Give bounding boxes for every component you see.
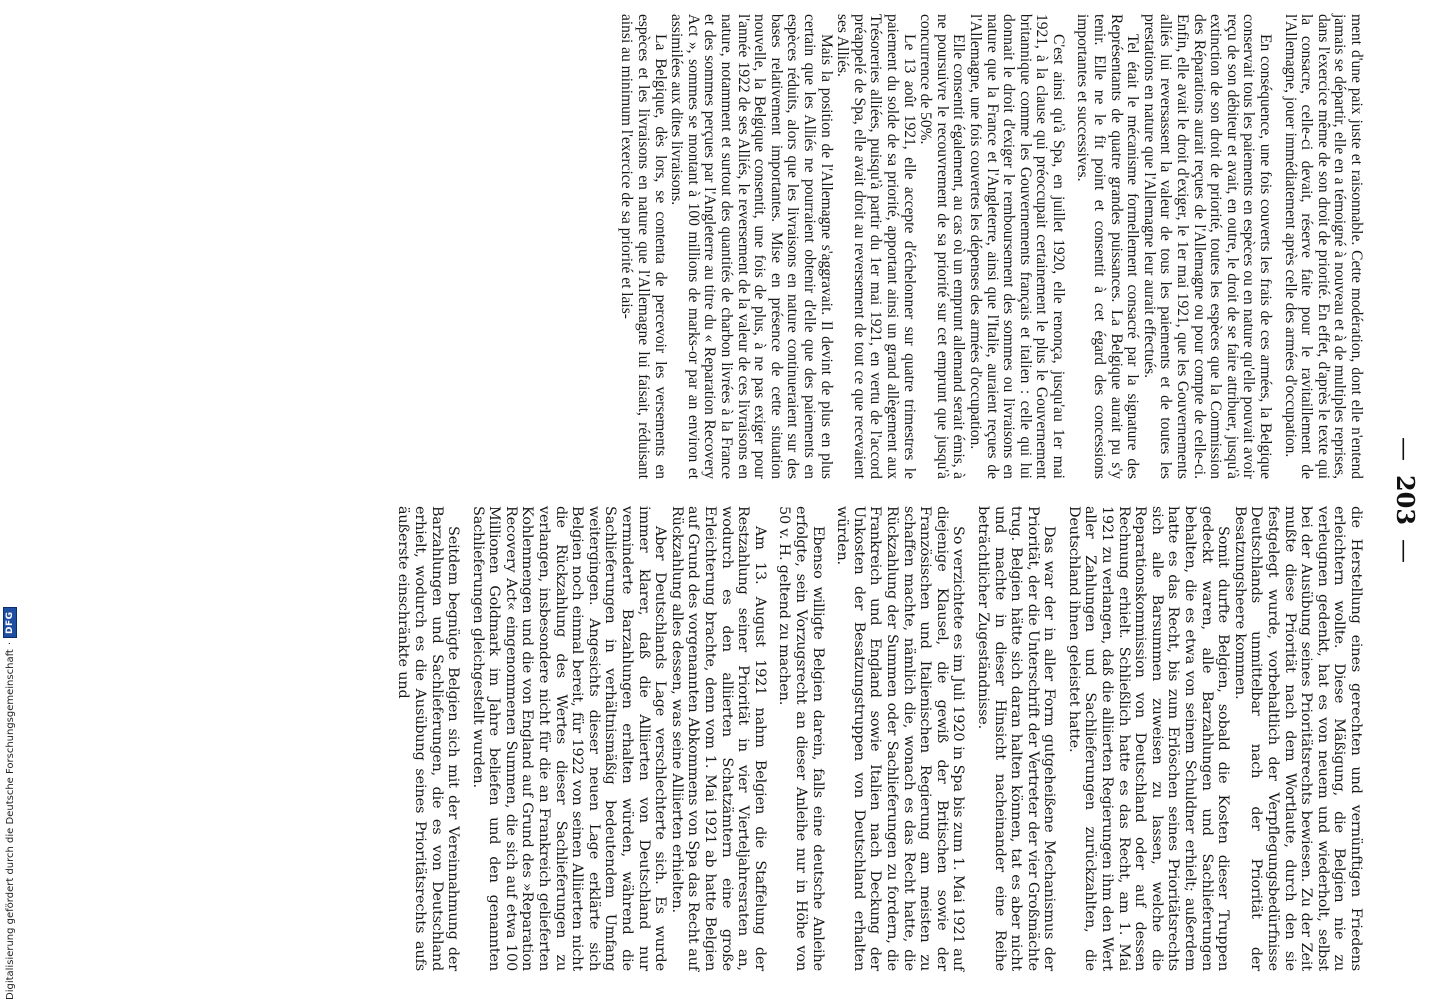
french-paragraph: Elle consentit également, au cas où un emprunt allemand serait émis, à ne poursuivre le recouvrement de sa priorité sur cet emprunt que jusqu'à concurrence de 50%. [917,14,968,479]
german-paragraph: die Herstellung eines gerechten und vernünftigen Friedens erleichtern wollte. Diese Mäßigung, die Belgien nie zu verleugnen gedenkt, hat es von neuem und wiederholt, selbst bei der Ausübung seines Prioritätsrechts bewiesen. Zu der Zeit mußte diese Priorität nach dem Wortlaute, durch den sie festgelegt wurde, vorbehaltlich der Verpflegungsbedürfnisse Deutschlands unmittelbar nach der Priorität der Besatzungsheere kommen. [1231,506,1364,971]
german-paragraph: Somit durfte Belgien, sobald die Kosten dieser Truppen gedeckt waren, alle Barzahlungen und Sachlieferungen behalten, die es etwa von seinem Schuldner erhielt; außerdem hatte es das Recht, bis zum Erlöschen seines Prioritätsrechts sich alle Barsummen zuweisen zu lassen, welche die Reparationskommission von Deutschland oder auf dessen Rechnung erhielt. Schließlich hatte es das Recht, am 1. Mai 1921 zu verlangen, daß die alliierten Regierungen ihm den Wert aller Zahlungen und Sachlieferungen zurückzahlten, die Deutschland ihnen geleistet hatte. [1065,506,1232,971]
french-column [40,14,1364,479]
page-number [1391,0,1420,1000]
page-number-value: 203 [1391,474,1420,526]
dfg-logo: DFG [3,607,17,638]
german-paragraph: Das war der in aller Form gutgeheißene Mechanismus der Priorität, der die Unterschrift der Vertreter der vier Großmächte trug. Belgien hätte sich daran halten können, tat es aber nicht und machte in dieser Hinsicht nacheinander eine Reihe beträchtlicher Zugeständnisse. [974,506,1058,971]
credit-separator: · [4,641,16,646]
german-paragraph: So verzichtete es im Juli 1920 in Spa bis zum 1. Mai 1921 auf diejenige Klausel, die gewiß der Britischen sowie der Französischen und Italienischen Regierung am meisten zu schaffen machte, nämlich die, wonach es das Recht hatte, die Rückzahlung der Summen oder Sachlieferungen zu fordern, die Frankreich und England sowie Italien nach Deckung der Unkosten der Besatzungstruppen von Deutschland erhalten würden. [834,506,967,971]
german-paragraph: Aber Deutschlands Lage verschlechterte sich. Es wurde immer klarer, daß die Alliierten von Deutschland nur verminderte Barzahlungen erhalten würden, während die Sachlieferungen in verhältnismäßig bedeutendem Umfang weitergingen. Angesichts dieser neuen Lage erklärte sich Belgien noch einmal bereit, für 1922 von seinen Alliierten nicht die Rückzahlung des Wertes dieser Sachlieferungen zu verlangen, insbesondere nicht für die an Frankreich gelieferten Kohlenmengen und die von England auf Grund des »Reparation Recovery Act« eingenommenen Summen, die sich auf etwa 100 Millionen Goldmark im Jahre beliefen und den genannten Sachlieferungen gleichgestellt wurden. [469,506,669,971]
french-paragraph: La Belgique, dès lors, se contenta de percevoir les versements en espèces et les livraisons en nature que l'Allemagne lui faisait, réduisant ainsi au minimum l'exercice de sa priorité et lais- [618,14,669,479]
french-paragraph: Mais la position de l'Allemagne s'aggravait. Il devint de plus en plus certain que les Alliés ne pourraient obtenir d'elle que des paiements en espèces réduits, alors que les livraisons en nature continueraient sur des bases relativement importantes. Mise en présence de cette situation nouvelle, la Belgique consentit, une fois de plus, à ne pas exiger pour l'année 1922 de ses Alliés, le reversement de la valeur de ces livraisons en nature, notamment et surtout des quantités de charbon livrées à la France et des sommes perçues par l'Angleterre au titre du « Reparation Recovery Act », sommes se montant à 100 millions de marks-or par an environ et assimilées aux dites livraisons. [668,14,835,479]
french-paragraph: Le 13 août 1921, elle accepte d'échelonner sur quatre trimestres le paiement du solde de sa priorité, apportant ainsi un grand allègement aux Trésoreries alliées, puisqu'à partir du 1er mai 1921, en vertu de l'accord préappelé de Spa, elle avait droit au reversement de tout ce que recevaient ses Alliés. [834,14,918,479]
german-column [40,506,1364,971]
french-paragraph: Tel était le mécanisme formellement consacré par la signature des Représentants de quatre grandes puissances. La Belgique aurait pu s'y tenir. Elle ne le fit point et consentit à cet égard des concessions importantes et successives. [1074,14,1142,479]
page-number-dash-left: — [1391,436,1419,461]
credit-text: Digitalisierung gefördert durch die Deutsche Forschungsgemeinschaft [4,649,16,1000]
german-paragraph: Seitdem begnügte Belgien sich mit der Vereinnahmung der Barzahlungen und Sachlieferungen, die es von Deutschland erhielt, wodurch es die Ausübung seines Prioritätsrechts aufs äußerste einschränkte und [395,506,462,971]
french-paragraph: C'est ainsi qu'à Spa, en juillet 1920, elle renonça, jusqu'au 1er mai 1921, à la clause qui préoccupait certainement le plus le Gouvernement britannique comme les Gouvernements français et italien : celle qui lui donnait le droit d'exiger le remboursement des sommes ou livraisons en nature que la France et l'Angleterre, ainsi que l'Italie, auraient reçues de l'Allemagne, une fois couvertes les dépenses des armées d'occupation. [966,14,1067,479]
page-number-dash-right: — [1391,539,1419,564]
digitization-credit-strip [0,0,22,1000]
german-paragraph: Ebenso willigte Belgien darein, falls eine deutsche Anleihe erfolgte, sein Vorzugsrecht an dieser Anleihe nur in Höhe von 50 v. H. geltend zu machen. [776,506,826,971]
digitization-credit [0,0,20,1000]
german-paragraph: Am 13. August 1921 nahm Belgien die Staffelung der Restzahlung seiner Priorität in vier Vierteljahresraten an, wodurch es den alliierten Schatzämtern eine große Erleichterung brachte, denn vom 1. Mai 1921 ab hatte Belgien auf Grund des vorgenannten Abkommens von Spa das Recht auf Rückzahlung alles dessen, was seine Alliierten erhielten. [668,506,768,971]
french-paragraph: En conséquence, une fois couverts les frais de ces armées, la Belgique conservait tous les paiements en espèces ou en nature qu'elle pouvait avoir reçu de son débiteur et avait, en outre, le droit de se faire attribuer, jusqu'à extinction de son droit de priorité, toutes les espèces que la Commission des Réparations aurait reçues de l'Allemagne ou pour compte de celle-ci. Enfin, elle avait le droit d'exiger, le 1er mai 1921, que les Gouvernements alliés lui reversassent la valeur de tous les paiements et de toutes les prestations en nature que l'Allemagne leur aurait effectués. [1140,14,1275,479]
french-paragraph: ment d'une paix juste et raisonnable. Cette modération, dont elle n'entend jamais se départir, elle en a témoigné à nouveau et à de multiples reprises, dans l'exercice même de son droit de priorité. En effet, d'après le texte qui la consacre, celle-ci devait, réserve faite pour le ravitaillement de l'Allemagne, jouer immédiatement après celle des armées d'occupation. [1281,14,1365,479]
